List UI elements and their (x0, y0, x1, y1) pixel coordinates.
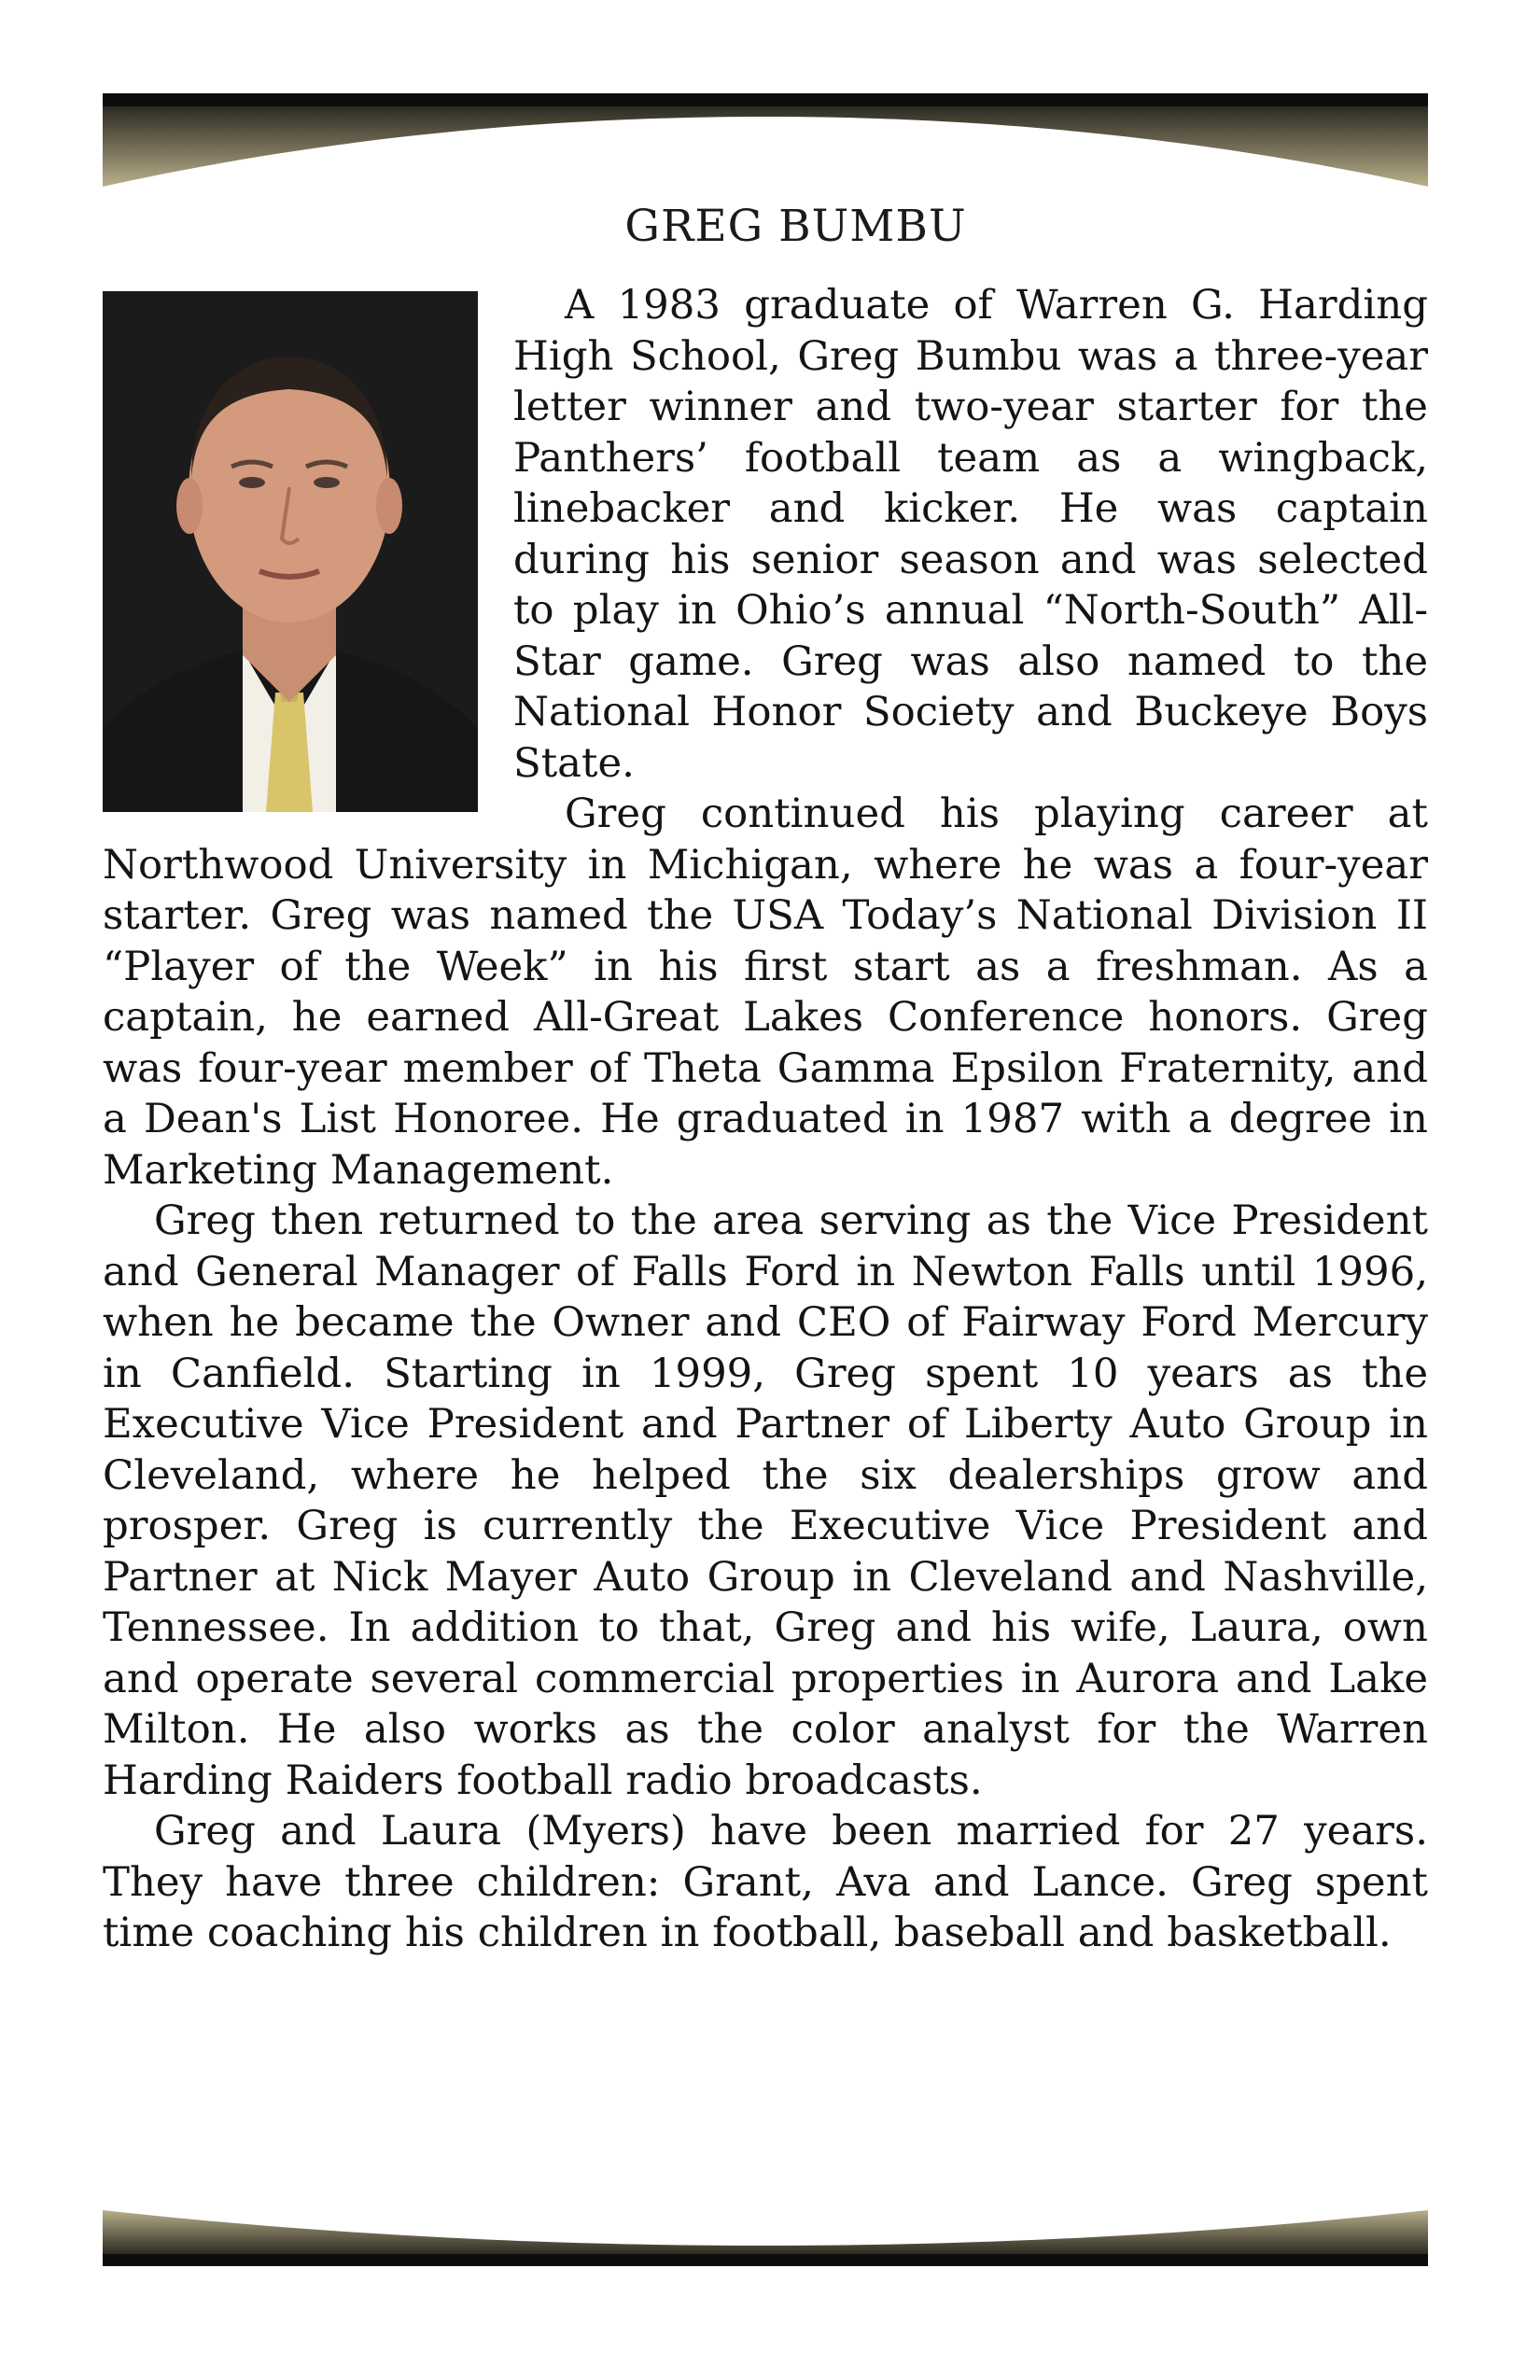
top-banner (103, 93, 1428, 191)
photo-text-wrap-spacer (103, 280, 513, 817)
bio-paragraph-4: Greg and Laura (Myers) have been married for 27 years. They have three children: Grant, Ava and Lance. Greg spent time coaching his children in football, baseball and basketball. (103, 1808, 1428, 1956)
bio-paragraph-3: Greg then returned to the area serving as the Vice President and General Manager of Falls Ford in Newton Falls until 1996, when he became the Owner and CEO of Fairway Ford Mercury in Canfield. Starting in 1999, Greg spent 10 years as the Executive Vice President and Partner of Liberty Auto Group in Cleveland, where he helped the six dealerships grow and prosper. Greg is currently the Executive Vice President and Partner at Nick Mayer Auto Group in Cleveland and Nashville, Tennessee. In addition to that, Greg and his wife, Laura, own and operate several commercial properties in Aurora and Lake Milton. He also works as the color analyst for the Warren Harding Raiders football radio broadcasts. (103, 1197, 1428, 1804)
page-title: GREG BUMBU (624, 201, 967, 252)
bio-paragraph-2: Greg continued his playing career at Northwood University in Michigan, where he was a four-year starter. Greg was named the USA Today’s National Division II “Player of the Week” in his first start as a freshman. As a captain, he earned All-Great Lakes Conference honors. Greg was four-year member of Theta Gamma Epsilon Fraternity, and a Dean's List Honoree. He graduated in 1987 with a degree in Marketing Management. (103, 791, 1428, 1194)
bottom-banner (103, 2210, 1428, 2266)
biography-text (103, 280, 1428, 1959)
bio-paragraph-1: A 1983 graduate of Warren G. Harding High School, Greg Bumbu was a three-year letter winner and two-year starter for the Panthers’ football team as a wingback, linebacker and kicker. He was captain during his senior season and was selected to play in Ohio’s annual “North-South” All-Star game. Greg was also named to the National Honor Society and Buckeye Boys State. (513, 282, 1428, 787)
